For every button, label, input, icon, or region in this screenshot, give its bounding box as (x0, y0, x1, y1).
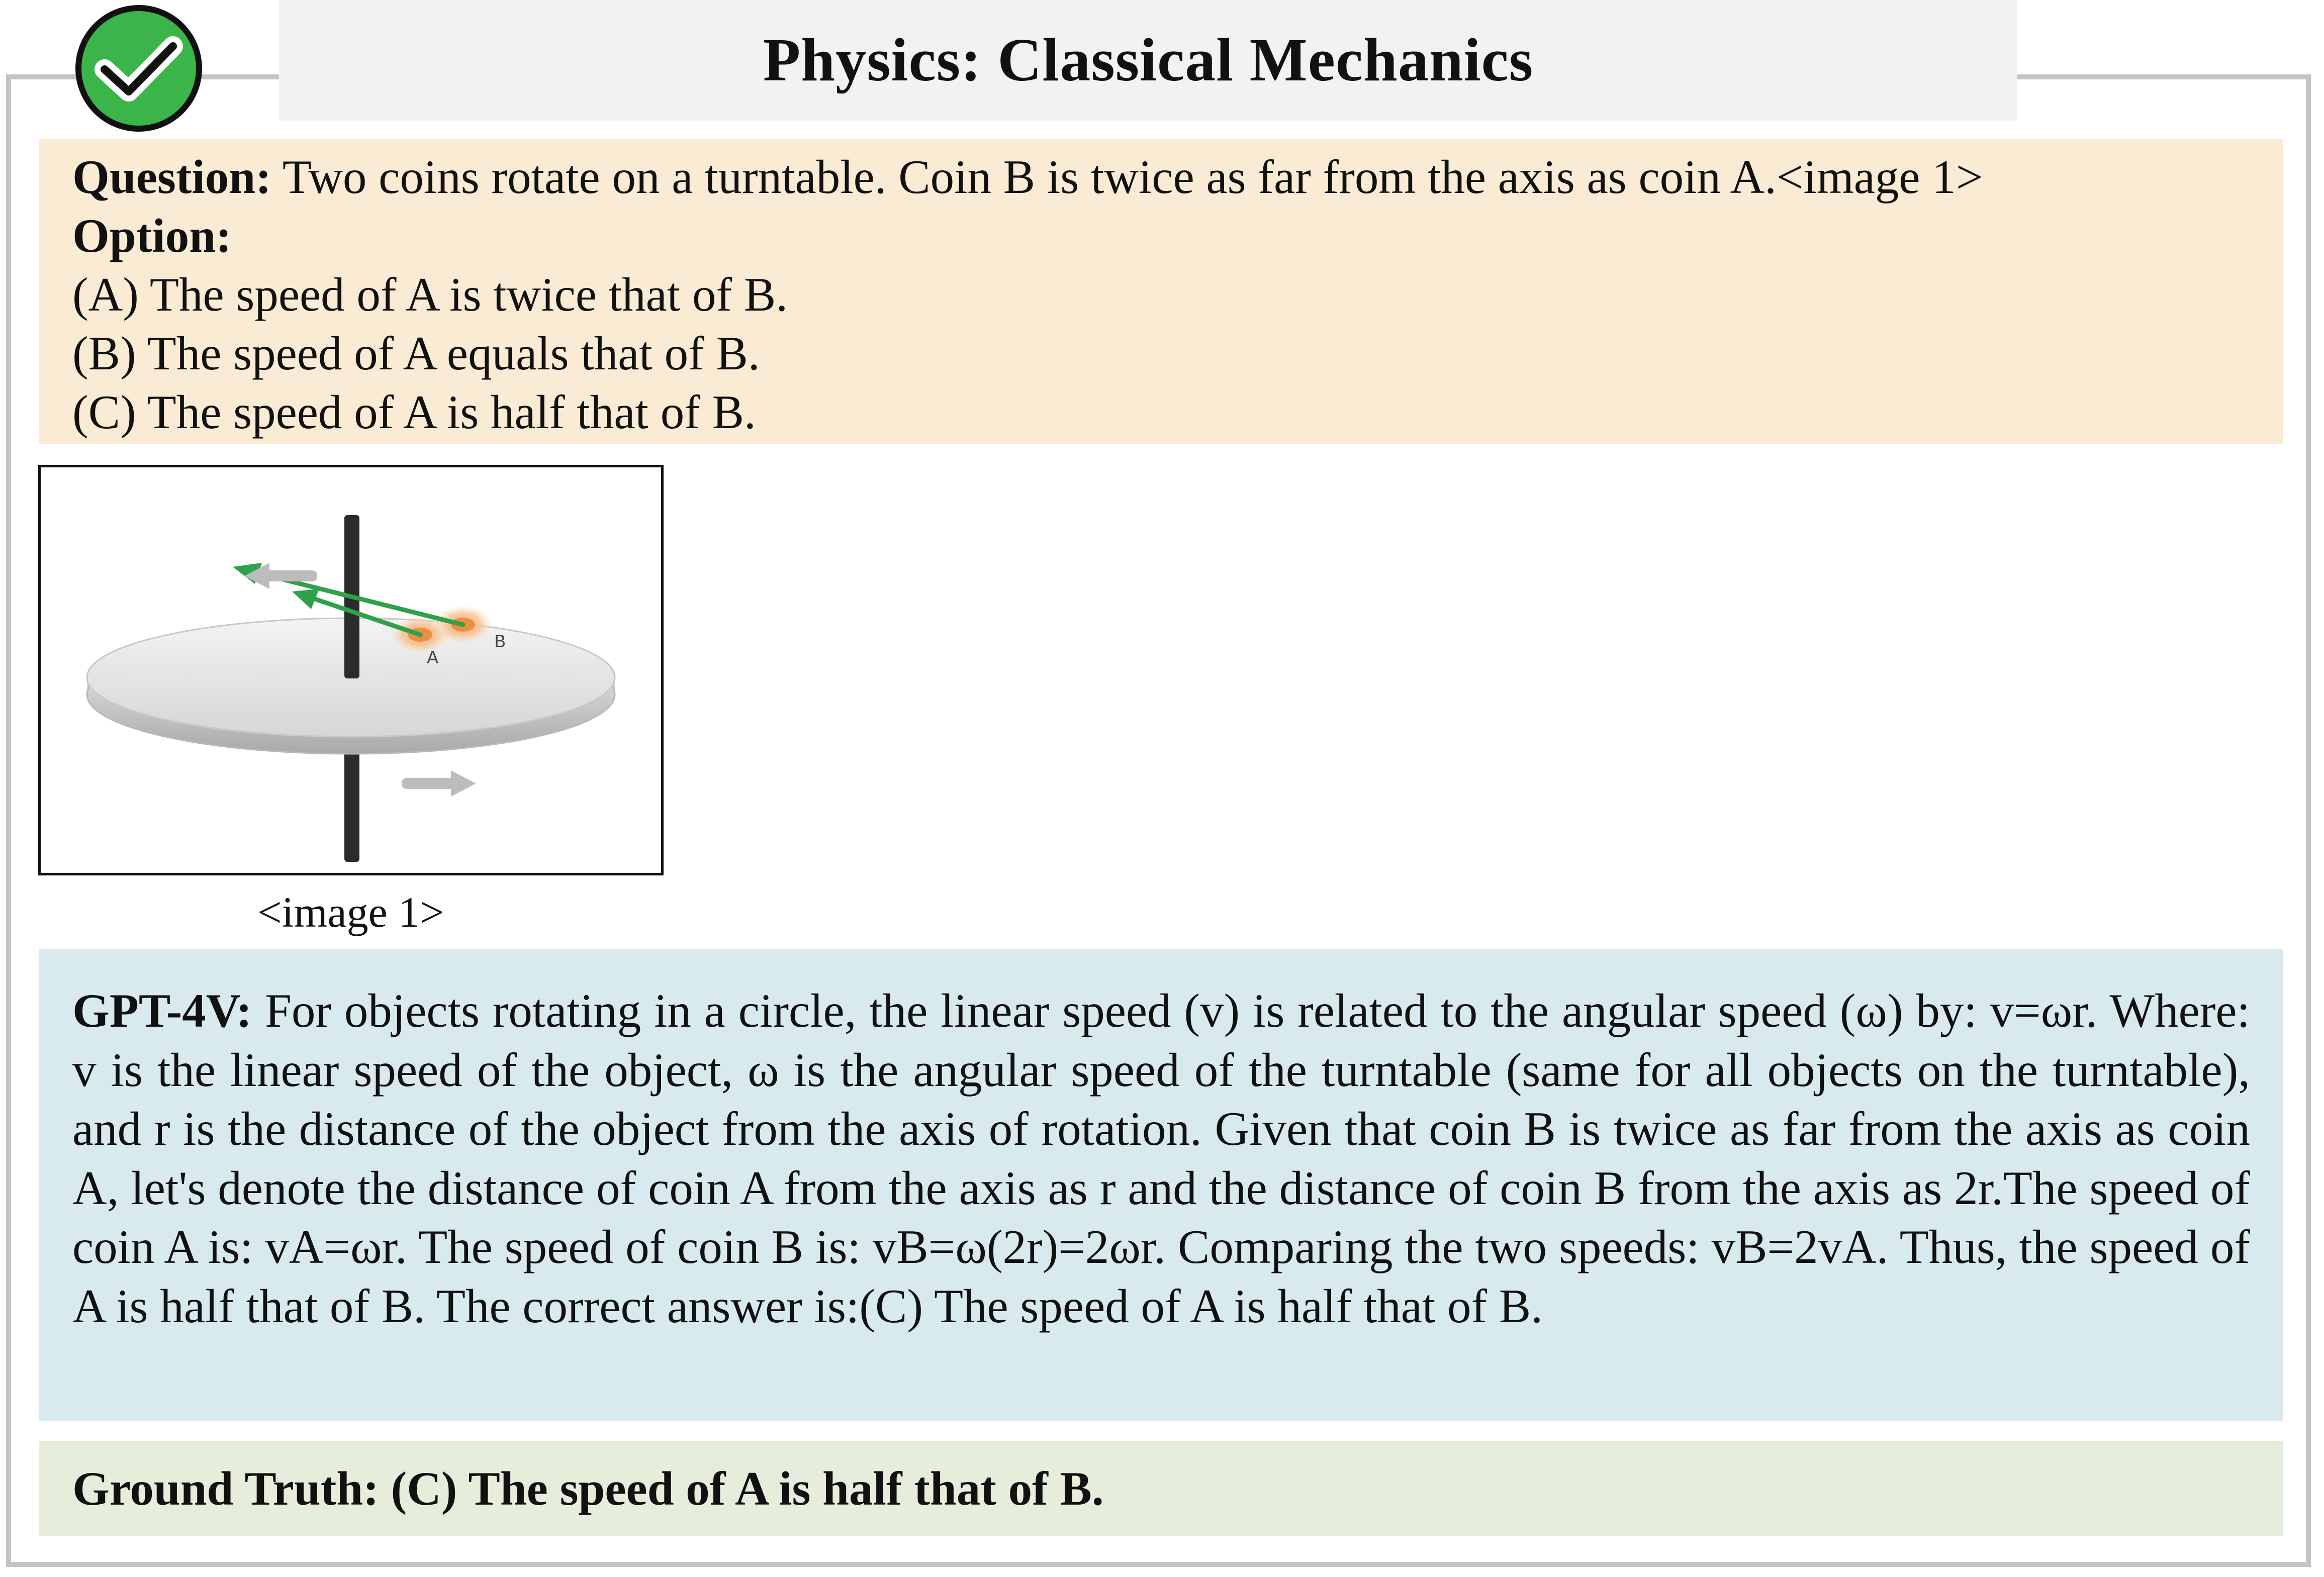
question-text: Two coins rotate on a turntable. Coin B is twice as far from the axis as coin A.<image 1> (282, 150, 1983, 204)
question-box (39, 139, 2283, 444)
ground-truth-text: (C) The speed of A is half that of B. (391, 1461, 1104, 1515)
response-box (39, 949, 2283, 1421)
option-c: (C) The speed of A is half that of B. (72, 385, 756, 439)
figure-caption: <image 1> (257, 888, 444, 936)
options-label: Option: (72, 209, 232, 262)
option-b: (B) The speed of A equals that of B. (72, 327, 760, 380)
check-icon (74, 4, 203, 133)
coin-b-label: B (494, 632, 506, 652)
ground-truth-box (39, 1441, 2283, 1536)
page-title: Physics: Classical Mechanics (279, 0, 2017, 121)
coin-a-label: A (427, 648, 439, 668)
turntable-figure (38, 465, 664, 875)
turntable-illustration (41, 467, 661, 873)
question-label: Question: (72, 150, 271, 204)
option-a: (A) The speed of A is twice that of B. (72, 268, 788, 321)
response-label: GPT-4V: (72, 984, 252, 1037)
ground-truth-label: Ground Truth: (72, 1461, 379, 1515)
response-text: For objects rotating in a circle, the linear speed (v) is related to the angular speed (ω) by: v=ωr. Where: v is the linear speed of the object, ω is the angular speed of the turntable (same for all objects on the turntable), and r is the distance of the object from the axis of rotation. Given that coin B is twice as far from the axis as coin A, let's denote the distance of coin A from the axis as r and the distance of coin B from the axis as 2r.The speed of coin A is: vA=ωr. The speed of coin B is: vB=ω(2r)=2ωr. Comparing the two speeds: vB=2vA. Thus, the speed of A is half that of B. The correct answer is:(C) The speed of A is half that of B. (72, 984, 2250, 1333)
axle-lower (344, 749, 359, 862)
question-line (72, 148, 2250, 207)
response-paragraph (72, 981, 2250, 1336)
